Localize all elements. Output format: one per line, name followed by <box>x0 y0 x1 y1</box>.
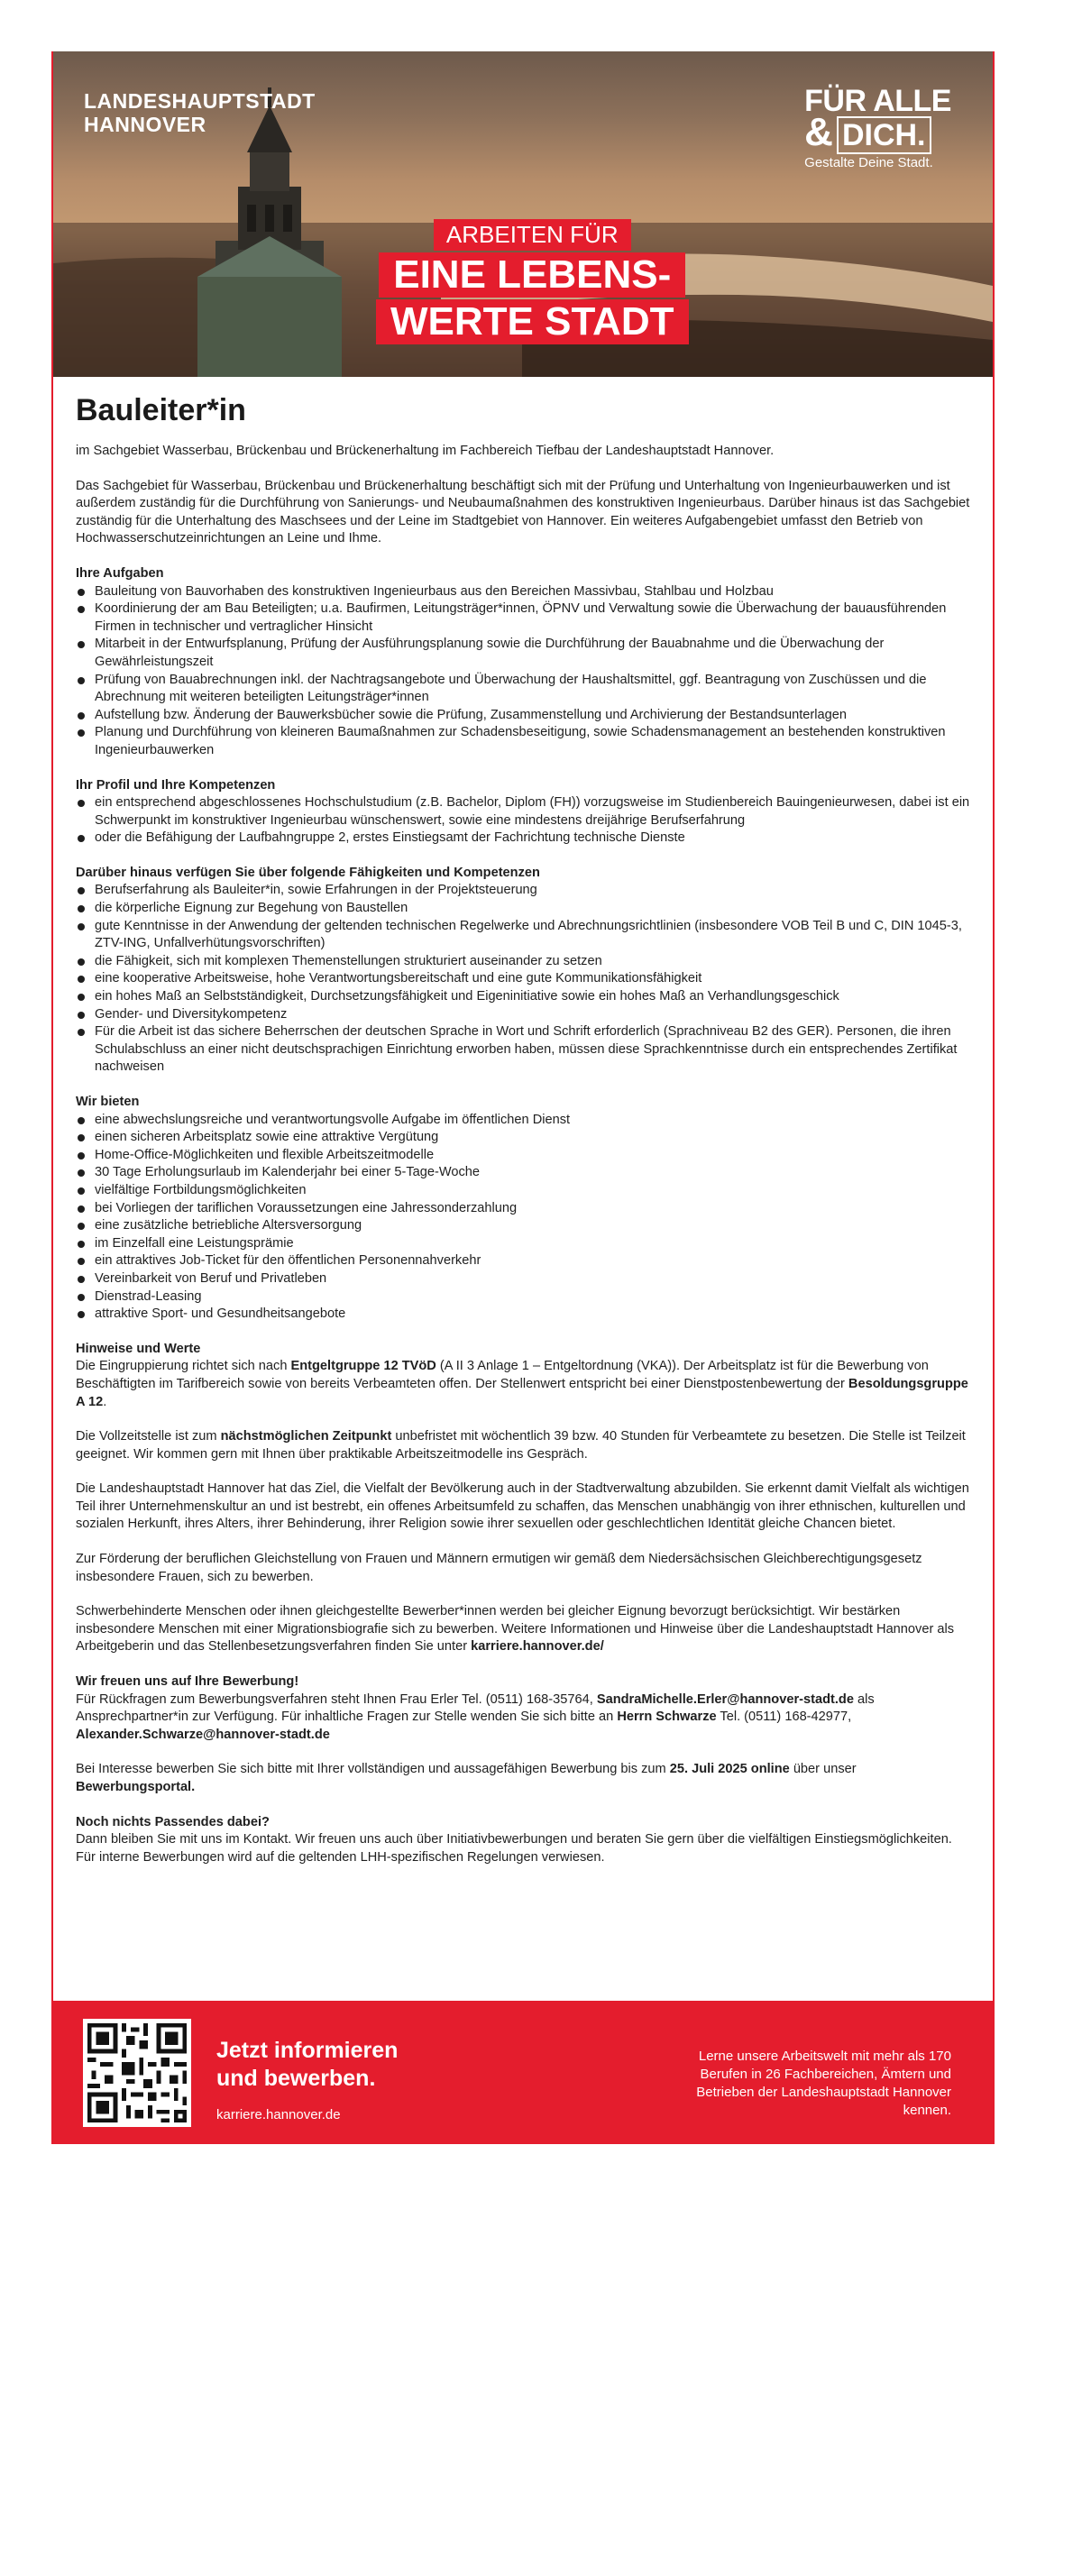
disability-text: Schwerbehinderte Menschen oder ihnen gleichgestellte Bewerber*innen werden bei gleicher Eignung bevorzugt berücksichtigt. Wir bestärken insbesondere Menschen mit einer Migrationsbiografie sich zu bewerben. Weitere Informationen und Hinweise über die Landeshauptstadt Hannover als Arbeitgeberin und das Stellenbesetzungsverfahren finden Sie unter <box>76 1604 955 1655</box>
list-item: Dienstrad-Leasing <box>76 1288 974 1306</box>
time-paragraph <box>76 1428 974 1463</box>
campaign-slogan <box>804 86 951 170</box>
list-item: einen sicheren Arbeitsplatz sowie eine attraktive Vergütung <box>76 1129 974 1147</box>
campaign-headline <box>376 219 689 344</box>
list-item: Mitarbeit in der Entwurfsplanung, Prüfung der Ausführungsplanung sowie die Durchführung der Bauabnahme und die Überwachung der Gewährleistungszeit <box>76 636 974 671</box>
list-item: Planung und Durchführung von kleineren Baumaßnahmen zur Schadensbeseitigung, sowie Schadensmanagement an bestehenden konstruktiven Ingenieurbauwerken <box>76 724 974 759</box>
qr-code-icon[interactable] <box>83 2019 191 2127</box>
deadline-text-2: über unser <box>789 1762 857 1777</box>
list-item: eine zusätzliche betriebliche Altersversorgung <box>76 1217 974 1235</box>
disability-paragraph <box>76 1603 974 1656</box>
contact-text-3: Tel. (0511) 168-42977, <box>716 1710 852 1725</box>
footer-note: Lerne unsere Arbeitswelt mit mehr als 170 Berufen in 26 Fachbereichen, Ämtern und Betrieben der Landeshauptstadt Hannover kennen. <box>696 2049 951 2118</box>
offer-list <box>76 1112 974 1324</box>
headline-big-line1: EINE LEBENS- <box>379 252 685 298</box>
list-item: eine kooperative Arbeitsweise, hohe Verantwortungsbereitschaft und eine gute Kommunikationsfähigkeit <box>76 970 974 988</box>
more-heading: Noch nichts Passendes dabei? <box>76 1814 270 1829</box>
slogan-dich: DICH. <box>837 116 931 154</box>
list-item: Home-Office-Möglichkeiten und flexible Arbeitszeitmodelle <box>76 1147 974 1165</box>
start-date: nächstmöglichen Zeitpunkt <box>220 1429 392 1444</box>
career-link[interactable]: karriere.hannover.de/ <box>471 1639 604 1655</box>
list-item: Berufserfahrung als Bauleiter*in, sowie Erfahrungen in der Projektsteuerung <box>76 882 974 900</box>
list-item: attraktive Sport- und Gesundheitsangebote <box>76 1306 974 1324</box>
pay-text-2: (A II 3 Anlage 1 – Entgeltordnung (VKA)). Der Arbeitsplatz ist für die Bewerbung von Beschäftigten im Tarifbereich sowie von bereits Verbeamteten offen. Der Stellenwert entspricht bei einer Dienstpostenbewertung der <box>76 1359 929 1391</box>
list-item: Koordinierung der am Bau Beteiligten; u.a. Baufirmen, Leitungsträger*innen, ÖPNV und Verwaltung sowie die Überwachung der bauausführenden Firmen in technischer und vertraglicher Hinsicht <box>76 600 974 636</box>
salary-group: Besoldungsgruppe A 12 <box>76 1376 968 1409</box>
tasks-list <box>76 583 974 760</box>
job-content <box>76 392 974 1884</box>
contact-email-erler[interactable]: SandraMichelle.Erler@hannover-stadt.de <box>596 1691 854 1707</box>
contact-paragraph <box>76 1691 974 1745</box>
skills-list <box>76 882 974 1077</box>
notes-heading: Hinweise und Werte <box>76 1341 201 1356</box>
contact-text-1: Für Rückfragen zum Bewerbungsverfahren steht Ihnen Frau Erler Tel. (0511) 168-35764, <box>76 1691 597 1707</box>
list-item: ein entsprechend abgeschlossenes Hochschulstudium (z.B. Bachelor, Diplom (FH)) vorzugsweise im Studienbereich Bauingenieurwesen, dabei ist ein Schwerpunkt im konstruktiver Ingenieurbau wünschenswert, sowie eine mindestens dreijährige Berufserfahrung <box>76 794 974 830</box>
pay-paragraph <box>76 1358 974 1411</box>
list-item: 30 Tage Erholungsurlaub im Kalenderjahr bei einer 5-Tage-Woche <box>76 1164 974 1182</box>
profile-heading: Ihr Profil und Ihre Kompetenzen <box>76 777 276 793</box>
list-item: ein attraktives Job-Ticket für den öffentlichen Personennahverkehr <box>76 1252 974 1270</box>
slogan-line2 <box>804 110 951 154</box>
footer-cta <box>216 2037 398 2093</box>
slogan-ampersand: & <box>804 110 833 154</box>
contact-email-schwarze[interactable]: Alexander.Schwarze@hannover-stadt.de <box>76 1727 330 1742</box>
equality-paragraph: Zur Förderung der beruflichen Gleichstellung von Frauen und Männern ermutigen wir gemäß dem Niedersächsischen Gleichberechtigungsgesetz insbesondere Frauen, sich zu bewerben. <box>76 1552 922 1584</box>
list-item: die körperliche Eignung zur Begehung von Baustellen <box>76 900 974 918</box>
list-item: Prüfung von Bauabrechnungen inkl. der Nachtragsangebote und Überwachung der Haushaltsmittel, ggf. Beantragung von Zuschüssen und die Abrechnung mit weiteren beteiligten Leitungsträger*innen <box>76 672 974 707</box>
list-item: die Fähigkeit, sich mit komplexen Themenstellungen strukturiert auseinander zu setzen <box>76 953 974 971</box>
tasks-heading: Ihre Aufgaben <box>76 565 164 581</box>
deadline-text-1: Bei Interesse bewerben Sie sich bitte mit Ihrer vollständigen und aussagefähigen Bewerbung bis zum <box>76 1762 670 1777</box>
job-description: Das Sachgebiet für Wasserbau, Brückenbau und Brückenerhaltung beschäftigt sich mit der Prüfung und Unterhaltung von Ingenieurbauwerken und ist außerdem zuständig für die Durchführung von Sanierungs- und Neubaumaßnahmen des konstruktiven Ingenieurbaus. Darüber hinaus ist das Sachgebiet zuständig für die Unterhaltung des Maschsees und der Leine im Stadtgebiet von Hannover. Ein weiteres Aufgabengebiet umfasst den Betrieb von Hochwasserschutzeinrichtungen an Leine und Ihme. <box>76 478 970 546</box>
contact-text-2: als Ansprechpartner*in zur Verfügung. Für inhaltliche Fragen zur Stelle wenden Sie sich bitte an <box>76 1691 875 1725</box>
more-paragraph: Dann bleiben Sie mit uns im Kontakt. Wir freuen uns auch über Initiativbewerbungen und beraten Sie gern über die vielfältigen Einstiegsmöglichkeiten. Für interne Bewerbungen wird auf die geltenden LHH-spezifischen Regelungen verwiesen. <box>76 1832 952 1865</box>
contact-name-schwarze: Herrn Schwarze <box>617 1710 717 1725</box>
job-title: Bauleiter*in <box>76 393 246 427</box>
offer-heading: Wir bieten <box>76 1095 140 1109</box>
cta-line2: und bewerben. <box>216 2066 376 2091</box>
skills-heading: Darüber hinaus verfügen Sie über folgende Fähigkeiten und Kompetenzen <box>76 865 540 880</box>
slogan-subline: Gestalte Deine Stadt. <box>804 155 933 170</box>
list-item: Aufstellung bzw. Änderung der Bauwerksbücher sowie die Prüfung, Zusammenstellung und Archivierung der Bestandsunterlagen <box>76 707 974 725</box>
city-name-line2: HANNOVER <box>84 113 206 136</box>
apply-heading: Wir freuen uns auf Ihre Bewerbung! <box>76 1674 299 1690</box>
list-item: Bauleitung von Bauvorhaben des konstruktiven Ingenieurbaus aus den Bereichen Massivbau, Stahlbau und Holzbau <box>76 583 974 601</box>
profile-list <box>76 794 974 848</box>
list-item: Vereinbarkeit von Beruf und Privatleben <box>76 1270 974 1288</box>
slogan-line1: FÜR ALLE <box>804 84 951 118</box>
list-item: im Einzelfall eine Leistungsprämie <box>76 1235 974 1253</box>
deadline-date: 25. Juli 2025 online <box>669 1762 790 1777</box>
application-portal-link[interactable]: Bewerbungsportal. <box>76 1780 196 1794</box>
list-item: eine abwechslungsreiche und verantwortungsvolle Aufgabe im öffentlichen Dienst <box>76 1112 974 1130</box>
job-intro: im Sachgebiet Wasserbau, Brückenbau und Brückenerhaltung im Fachbereich Tiefbau der Landeshauptstadt Hannover. <box>76 444 775 458</box>
headline-big-line2: WERTE STADT <box>376 299 689 344</box>
footer-banner <box>53 2001 993 2144</box>
cta-line1: Jetzt informieren <box>216 2038 399 2063</box>
deadline-paragraph <box>76 1761 974 1796</box>
headline-small: ARBEITEN FÜR <box>434 219 631 251</box>
header-banner <box>53 51 993 377</box>
list-item: Für die Arbeit ist das sichere Beherrschen der deutschen Sprache in Wort und Schrift erforderlich (Sprachniveau B2 des GER). Personen, die ihren Schulabschluss an einer nicht deutschsprachigen Einrichtung erworben haben, müssen diese Sprachkenntnisse durch ein entsprechendes Zertifikat nachweisen <box>76 1023 974 1077</box>
pay-grade: Entgeltgruppe 12 TVöD <box>290 1359 436 1374</box>
list-item: gute Kenntnisse in der Anwendung der geltenden technischen Regelwerke und Abrechnungsrichtlinien (insbesondere VOB Teil B und C, DIN 1045-3, ZTV-ING, Unfallverhütungsvorschriften) <box>76 918 974 953</box>
city-name-line1: LANDESHAUPTSTADT <box>84 89 316 113</box>
diversity-paragraph: Die Landeshauptstadt Hannover hat das Ziel, die Vielfalt der Bevölkerung auch in der Stadtverwaltung abzubilden. Sie erkennt damit Vielfalt als wichtigen Teil ihrer Unternehmenskultur an und ist bestrebt, ein offenes Arbeitsumfeld zu schaffen, das Menschen unabhängig von ihrer ethnischen, kulturellen und sozialen Herkunft, ihres Alters, ihrer Behinderung, ihrer Religion sowie ihrer sexuellen oder geschlechtlichen Identität gleiche Chancen bietet. <box>76 1481 969 1532</box>
pay-text-3: . <box>103 1394 107 1409</box>
time-text-1: Die Vollzeitstelle ist zum <box>76 1429 221 1444</box>
list-item: bei Vorliegen der tariflichen Voraussetzungen eine Jahressonderzahlung <box>76 1200 974 1218</box>
list-item: Gender- und Diversitykompetenz <box>76 1006 974 1024</box>
footer-url-link[interactable]: karriere.hannover.de <box>216 2107 341 2122</box>
list-item: oder die Befähigung der Laufbahngruppe 2, erstes Einstiegsamt der Fachrichtung technische Dienste <box>76 830 974 848</box>
list-item: ein hohes Maß an Selbstständigkeit, Durchsetzungsfähigkeit und Eigeninitiative sowie ein hohes Maß an Verhandlungsgeschick <box>76 988 974 1006</box>
job-ad <box>51 51 995 2144</box>
city-logo <box>84 89 316 136</box>
list-item: vielfältige Fortbildungsmöglichkeiten <box>76 1182 974 1200</box>
time-text-2: unbefristet mit wöchentlich 39 bzw. 40 Stunden für Verbeamtete zu besetzen. Die Stelle ist Teilzeit geeignet. Wir kommen gern mit Ihnen über praktikable Arbeitszeitmodelle ins Gespräch. <box>76 1429 966 1462</box>
pay-text-1: Die Eingruppierung richtet sich nach <box>76 1359 291 1374</box>
